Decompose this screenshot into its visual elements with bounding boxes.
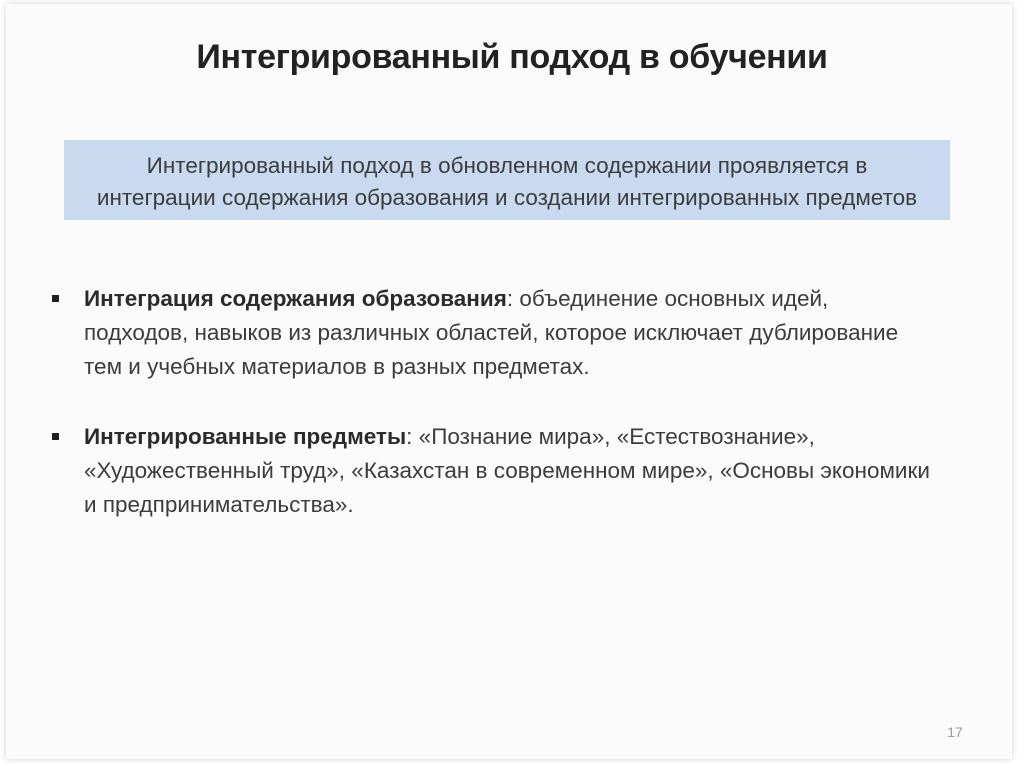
bullet-text: : «Познание мира», «Естествознание», (406, 424, 815, 449)
callout-line-1: Интегрированный подход в обновленном содержании проявляется в (146, 153, 868, 178)
highlight-callout (64, 140, 950, 220)
bullet-term: Интегрированные предметы (84, 424, 407, 449)
callout-line-2: интеграции содержания образования и создании интегрированных предметов (96, 185, 918, 210)
page-number: 17 (947, 724, 963, 740)
bullet-line-1 (84, 282, 982, 316)
square-bullet-icon (52, 295, 59, 302)
bullet-line-1 (84, 420, 982, 454)
bullet-item-content-integration (52, 282, 982, 384)
bullet-line-3: и предпринимательства». (84, 492, 354, 517)
bullet-list (52, 282, 982, 522)
slide-title: Интегрированный подход в обучении (196, 38, 828, 76)
bullet-item-integrated-subjects (52, 420, 982, 522)
bullet-term: Интеграция содержания образования (84, 286, 507, 311)
bullet-line-2: «Художественный труд», «Казахстан в современном мире», «Основы экономики (84, 458, 930, 483)
bullet-line-2: подходов, навыков из различных областей, которое исключает дублирование (84, 320, 899, 345)
square-bullet-icon (52, 433, 59, 440)
bullet-line-3: тем и учебных материалов в разных предметах. (84, 354, 590, 379)
bullet-text: : объединение основных идей, (506, 286, 829, 311)
